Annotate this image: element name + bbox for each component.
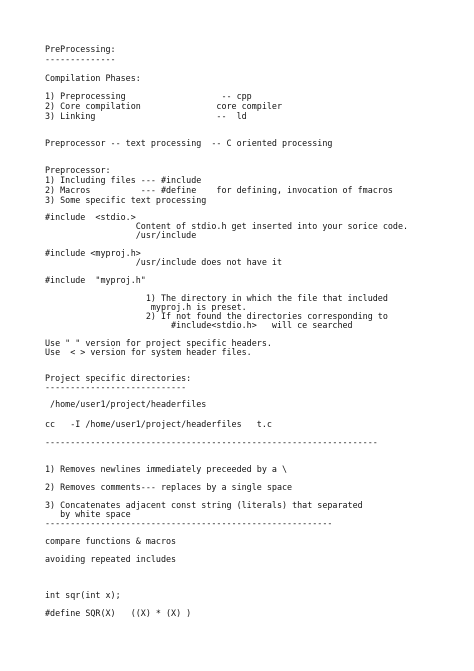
include-note: /usr/include <box>45 230 197 240</box>
step-line: 2) Removes comments--- replaces by a single space <box>45 482 293 492</box>
step-line: by white space <box>45 509 131 519</box>
preprocessor-item: 1) Including files --- #include <box>45 175 202 185</box>
include-note: 2) If not found the directories corresponding to <box>45 311 388 321</box>
include-note: #include<stdio.h> will ce searched <box>45 320 353 330</box>
preprocessor-summary: Preprocessor -- text processing -- C oriented processing <box>45 138 333 148</box>
divider: ------------------------------------------------------------------ <box>45 437 378 447</box>
step-line: 1) Removes newlines immediately preceeded by a \ <box>45 464 288 474</box>
project-dirs-underline: ---------------------------- <box>45 382 187 392</box>
project-dirs-title: Project specific directories: <box>45 373 192 383</box>
cc-command: cc -I /home/user1/project/headerfiles t.c <box>45 419 272 429</box>
preprocessor-title: Preprocessor: <box>45 165 111 175</box>
project-dir-path: /home/user1/project/headerfiles <box>45 399 207 409</box>
heading-underline: -------------- <box>45 54 116 64</box>
include-stdio-line: #include <stdio.> <box>45 212 136 222</box>
include-note: Content of stdio.h get inserted into your sorice code. <box>45 221 409 231</box>
topic-line: compare functions & macros <box>45 536 177 546</box>
compilation-phases-title: Compilation Phases: <box>45 73 141 83</box>
code-line: #define SQR(X) ((X) * (X) ) <box>45 608 192 618</box>
code-line: int sqr(int x); <box>45 590 121 600</box>
include-myproj-line: #include <myproj.h> <box>45 248 141 258</box>
preprocessor-item: 3) Some specific text processing <box>45 195 207 205</box>
step-line: 3) Concatenates adjacent const string (literals) that separated <box>45 500 363 510</box>
divider: --------------------------------------------------------- <box>45 518 333 528</box>
phase-line: 1) Preprocessing -- cpp <box>45 91 252 101</box>
include-note: myproj.h is preset. <box>45 302 247 312</box>
phase-line: 3) Linking -- ld <box>45 111 247 121</box>
include-note: 1) The directory in which the file that included <box>45 293 388 303</box>
include-quoted-line: #include "myproj.h" <box>45 275 146 285</box>
usage-note: Use < > version for system header files. <box>45 347 252 357</box>
preprocessor-item: 2) Macros --- #define for defining, invocation of fmacros <box>45 185 393 195</box>
usage-note: Use " " version for project specific headers. <box>45 338 272 348</box>
heading-preprocessing: PreProcessing: <box>45 44 116 54</box>
phase-line: 2) Core compilation core compiler <box>45 101 282 111</box>
topic-line: avoiding repeated includes <box>45 554 177 564</box>
include-note: /usr/include does not have it <box>45 257 282 267</box>
